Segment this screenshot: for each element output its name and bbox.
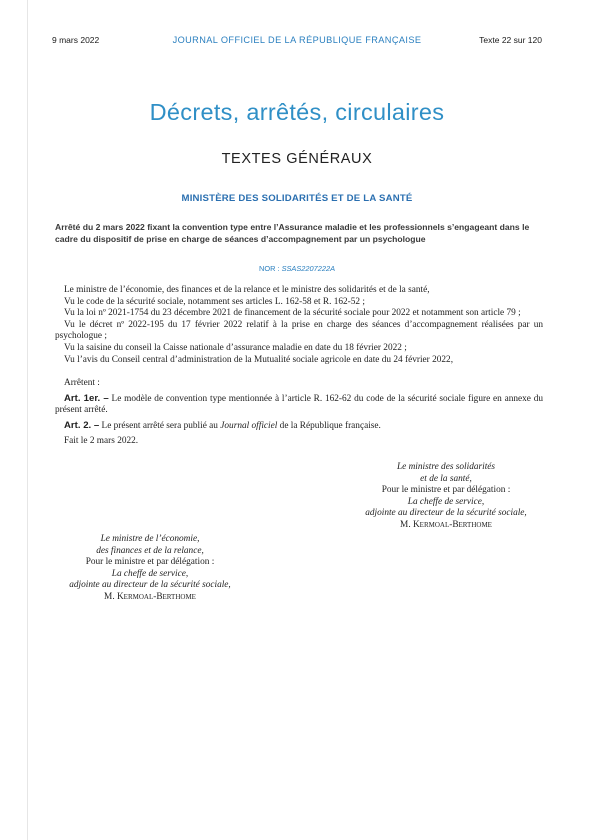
signature-line: des finances et de la relance,	[96, 545, 204, 556]
signature-line: Le ministre de l’économie,	[100, 534, 200, 544]
arrete-title: Arrêté du 2 mars 2022 fixant la convention type entre l’Assurance maladie et les professionnels s’engageant dans le cadre du dispositif de prise en charge de séances d’accompagnement par un psychologue	[55, 222, 530, 244]
nor-code: SSAS2207222A	[281, 264, 335, 273]
signature-line: et de la santé,	[420, 473, 472, 484]
signature-line: Le ministre des solidarités	[396, 462, 496, 472]
arretent: Arrêtent :	[64, 378, 100, 389]
signature-line: adjointe au directeur de la sécurité sociale,	[69, 580, 231, 591]
page-header	[52, 35, 542, 49]
article-2-journal: Journal officiel	[220, 420, 278, 431]
signatory-name: M. Kermoal-Berthome	[104, 591, 196, 602]
signature-line: adjointe au directeur de la sécurité sociale,	[365, 508, 527, 519]
section-title: Décrets, arrêtés, circulaires	[149, 99, 445, 125]
signature-economy-minister	[30, 534, 270, 604]
header-journal-name: JOURNAL OFFICIEL DE LA RÉPUBLIQUE FRANÇAISE	[172, 35, 422, 45]
article-2-text-end: de la République française.	[279, 420, 381, 431]
preamble-line: Vu le décret nº 2022-195 du 17 février 2022 relatif à la prise en charge des séances d’accompagnement réalisées par un psychologue ;	[55, 319, 543, 342]
preamble-line: Vu la loi nº 2021-1754 du 23 décembre 2021 de financement de la sécurité sociale pour 2022 et notamment son article 79 ;	[64, 308, 521, 319]
article-2	[55, 420, 543, 433]
signature-line: La cheffe de service,	[407, 496, 485, 507]
page-edge	[27, 0, 28, 840]
preamble-line: Vu la saisine du conseil la Caisse nationale d’assurance maladie en date du 18 février 2022 ;	[64, 342, 407, 353]
preamble-line: Le ministre de l’économie, des finances et de la relance et le ministre des solidarités et de la santé,	[64, 285, 430, 295]
header-date: 9 mars 2022	[52, 35, 100, 45]
signature-health-minister	[326, 462, 566, 532]
ministry-title: MINISTÈRE DES SOLIDARITÉS ET DE LA SANTÉ	[181, 193, 413, 204]
header-page-number: Texte 22 sur 120	[479, 35, 542, 45]
preamble-line: Vu le code de la sécurité sociale, notamment ses articles L. 162-58 et R. 162-52 ;	[64, 296, 365, 307]
article-2-text: Le présent arrêté sera publié au	[101, 420, 218, 431]
article-1	[55, 393, 543, 417]
signature-line: Pour le ministre et par délégation :	[85, 557, 215, 568]
subsection-title: TEXTES GÉNÉRAUX	[221, 151, 373, 167]
signatory-name: M. Kermoal-Berthome	[400, 519, 492, 530]
nor-label: NOR :	[258, 264, 280, 273]
signature-line: Pour le ministre et par délégation :	[381, 485, 511, 496]
article-2-label: Art. 2. –	[64, 419, 100, 431]
date-signed: Fait le 2 mars 2022.	[64, 435, 139, 446]
article-1-label: Art. 1er. –	[64, 392, 109, 404]
article-1-text: Le modèle de convention type mentionnée à l’article R. 162-62 du code de la sécurité sociale figure en annexe du présent arrêté.	[55, 393, 544, 416]
signature-line: La cheffe de service,	[111, 568, 189, 579]
nor-reference	[0, 264, 594, 273]
preamble-line: Vu l’avis du Conseil central d’administration de la Mutualité sociale agricole en date du 24 février 2022,	[64, 354, 454, 365]
document-body	[55, 285, 543, 447]
